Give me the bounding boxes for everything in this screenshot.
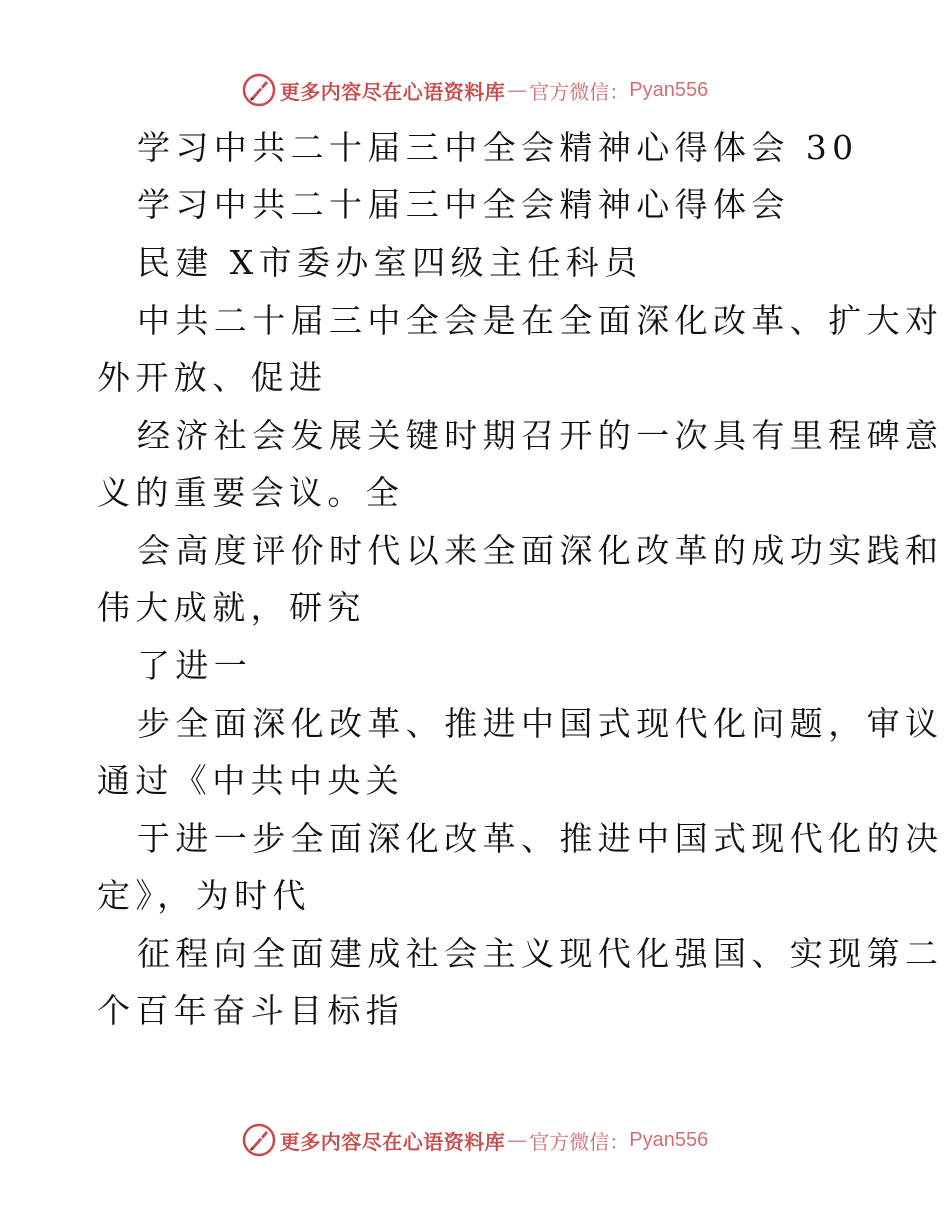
watermark-wechat-id: Pyan556 xyxy=(629,78,709,101)
text-line: 步全面深化改革、推进中国式现代化问题，审议 xyxy=(137,704,944,743)
text-line: 会高度评价时代以来全面深化改革的成功实践和 xyxy=(137,531,944,570)
watermark-site-name: 更多内容尽在心语资料库 xyxy=(279,79,506,104)
footer-watermark xyxy=(0,1120,950,1160)
watermark-dash: — xyxy=(507,78,528,102)
watermark-text xyxy=(280,76,708,105)
watermark-dash: — xyxy=(507,1128,528,1152)
quill-logo-icon xyxy=(242,1123,276,1157)
watermark-text xyxy=(280,1126,708,1155)
header-watermark xyxy=(0,70,950,110)
document-author: 民建 X市委办室四级主任科员 xyxy=(137,243,643,282)
text-line: 定》，为时代 xyxy=(97,876,311,915)
text-line: 个百年奋斗目标指 xyxy=(97,991,405,1030)
document-subtitle: 学习中共二十届三中全会精神心得体会 xyxy=(137,185,790,224)
text-line: 通过《中共中央关 xyxy=(97,761,405,800)
text-line: 伟大成就，研究 xyxy=(97,588,366,627)
watermark-site-name: 更多内容尽在心语资料库 xyxy=(279,1129,506,1154)
text-line: 了进一 xyxy=(137,646,253,685)
quill-logo-icon xyxy=(242,73,276,107)
text-line: 征程向全面建成社会主义现代化强国、实现第二 xyxy=(137,934,944,973)
watermark-wechat-id: Pyan556 xyxy=(629,1128,709,1151)
text-line: 外开放、促进 xyxy=(97,358,328,397)
document-title: 学习中共二十届三中全会精神心得体会 30 xyxy=(137,128,859,167)
watermark-wechat-label: 官方微信： xyxy=(529,1129,630,1154)
text-line: 于进一步全面深化改革、推进中国式现代化的决 xyxy=(137,819,944,858)
text-line: 经济社会发展关键时期召开的一次具有里程碑意 xyxy=(137,416,944,455)
watermark-wechat-label: 官方微信： xyxy=(529,79,630,104)
text-line: 中共二十届三中全会是在全面深化改革、扩大对 xyxy=(137,301,944,340)
text-line: 义的重要会议。全 xyxy=(97,473,405,512)
